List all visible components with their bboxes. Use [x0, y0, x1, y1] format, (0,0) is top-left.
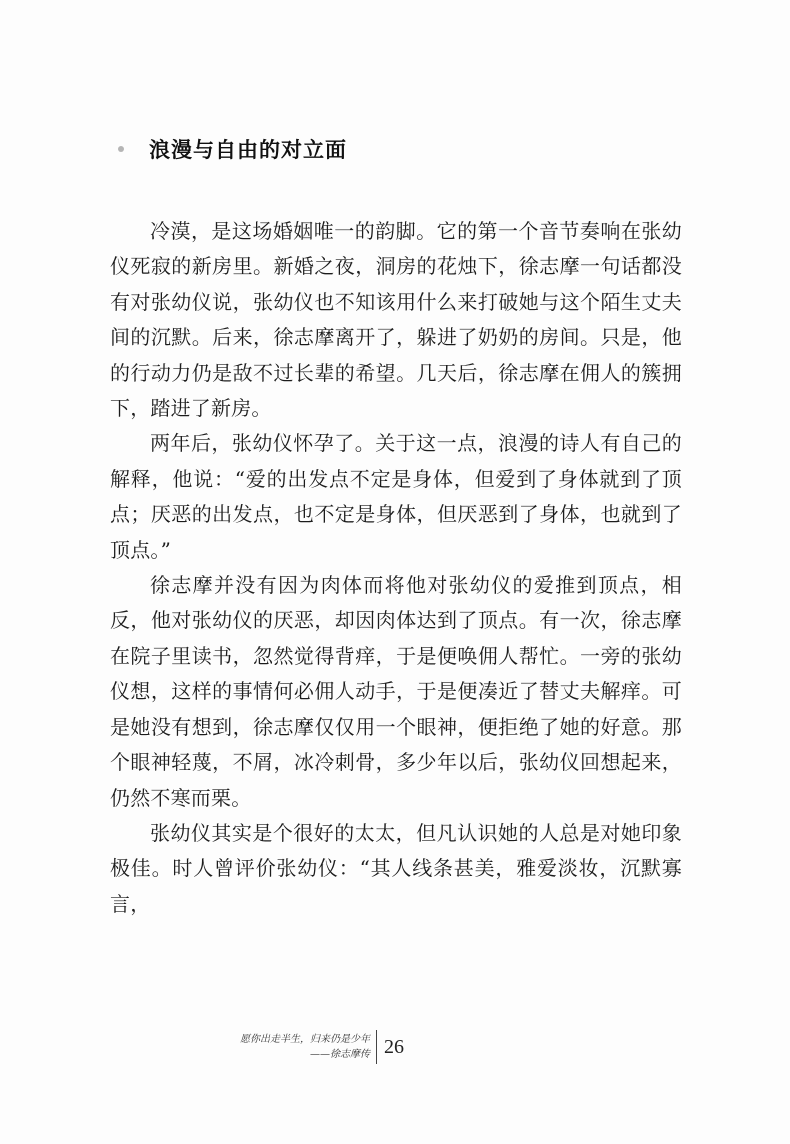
page-footer [240, 1026, 404, 1068]
paragraph: 徐志摩并没有因为肉体而将他对张幼仪的爱推到顶点，相反，他对张幼仪的厌恶，却因肉体达到了顶点。有一次，徐志摩在院子里读书，忽然觉得背痒，于是便唤佣人帮忙。一旁的张幼仪想，这样的事情何必佣人动手，于是便凑近了替丈夫解痒。可是她没有想到，徐志摩仅仅用一个眼神，便拒绝了她的好意。那个眼神轻蔑，不屑，冰冷刺骨，多少年以后，张幼仪回想起来，仍然不寒而栗。 [110, 573, 682, 810]
paragraph: 张幼仪其实是个很好的太太，但凡认识她的人总是对她印象极佳。时人曾评价张幼仪：“其人线条甚美，雅爱淡妆，沉默寡言， [110, 820, 682, 916]
bullet-icon [118, 146, 124, 152]
running-footer-text [240, 1032, 376, 1062]
page-number: 26 [384, 1035, 404, 1058]
footer-book-title: ——徐志摩传 [310, 1049, 370, 1060]
footer-motto: 愿你出走半生，归来仍是少年 [240, 1034, 370, 1045]
paragraph: 两年后，张幼仪怀孕了。关于这一点，浪漫的诗人有自己的解释，他说：“爱的出发点不定是身体，但爱到了身体就到了顶点；厌恶的出发点，也不定是身体，但厌恶到了身体，也就到了顶点。” [110, 431, 682, 562]
section-heading [118, 131, 347, 167]
section-title: 浪漫与自由的对立面 [149, 138, 347, 162]
paragraph: 冷漠，是这场婚姻唯一的韵脚。它的第一个音节奏响在张幼仪死寂的新房里。新婚之夜，洞房的花烛下，徐志摩一句话都没有对张幼仪说，张幼仪也不知该用什么来打破她与这个陌生丈夫间的沉默。后来，徐志摩离开了，躲进了奶奶的房间。只是，他的行动力仍是敌不过长辈的希望。几天后，徐志摩在佣人的簇拥下，踏进了新房。 [110, 219, 682, 421]
body-text [110, 214, 682, 922]
footer-divider [376, 1030, 377, 1064]
